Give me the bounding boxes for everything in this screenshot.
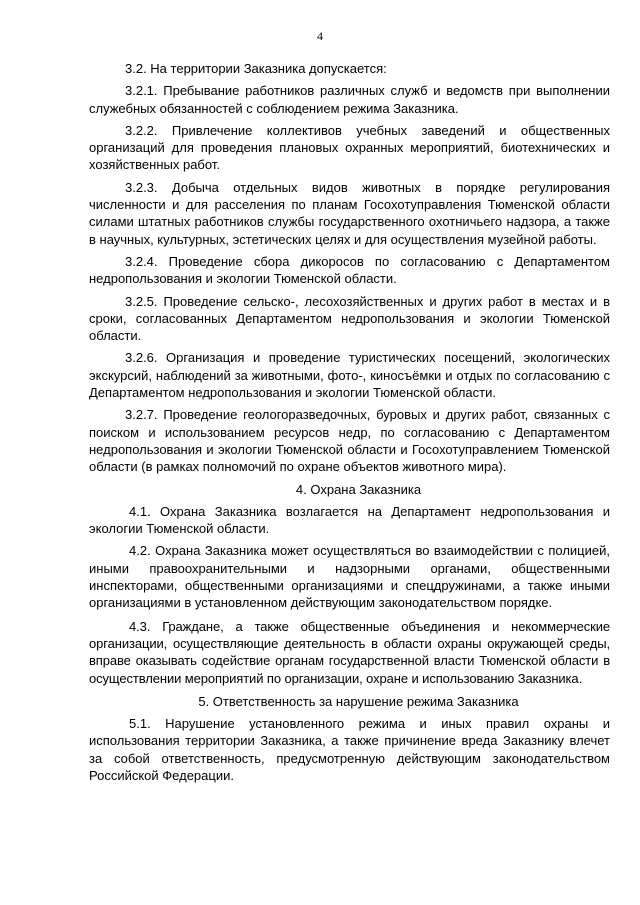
page-number: 4 <box>317 29 323 43</box>
paragraph-3-2-2: 3.2.2. Привлечение коллективов учебных заведений и общественных организаций для проведения плановых охранных мероприятий, биотехнических и хозяйственных работ. <box>89 122 610 173</box>
document-body <box>89 60 610 784</box>
paragraph-3-2-7: 3.2.7. Проведение геологоразведочных, буровых и других работ, связанных с поиском и использованием ресурсов недр, по согласованию с Департаментом недропользования и экологии Тюменской области и Госохотуправлением Тюменской области (в рамках полномочий по охране объектов животного мира). <box>89 407 610 475</box>
paragraph-4-1: 4.1. Охрана Заказника возлагается на Департамент недропользования и экологии Тюменской области. <box>89 503 610 537</box>
paragraph-3-2-4: 3.2.4. Проведение сбора дикоросов по согласованию с Департаментом недропользования и экологии Тюменской области. <box>89 253 610 287</box>
paragraph-4-3: 4.3. Граждане, а также общественные объединения и некоммерческие организации, осуществляющие деятельность в области охраны окружающей среды, вправе оказывать содействие органам государственной власти Тюменской области в осуществлении мероприятий по организации, охране и использованию Заказника. <box>89 618 610 686</box>
paragraph-3-2-5: 3.2.5. Проведение сельско-, лесохозяйственных и других работ в местах и в сроки, согласованных Департаментом недропользования и экологии Тюменской области. <box>89 293 610 344</box>
section-3-2-heading: 3.2. На территории Заказника допускается: <box>125 61 387 76</box>
paragraph-3-2-3: 3.2.3. Добыча отдельных видов животных в порядке регулирования численности и для расселения по планам Госохотуправления Тюменской области силами штатных работников службы государственного охотничьего надзора, а также в научных, культурных, эстетических целях и для осуществления музейной работы. <box>89 179 610 247</box>
paragraph-4-2: 4.2. Охрана Заказника может осуществляться во взаимодействии с полицией, иными правоохранительными и надзорными органами, общественными инспекторами, общественными организациями и спецдружинами, а также иными организациями в установленном действующим законодательством порядке. <box>89 543 610 611</box>
section-5-title: 5. Ответственность за нарушение режима Заказника <box>198 693 519 709</box>
section-4-title: 4. Охрана Заказника <box>295 481 422 497</box>
paragraph-3-2-6: 3.2.6. Организация и проведение туристических посещений, экологических экскурсий, наблюдений за животными, фото-, киносъёмки и отдых по согласованию с Департаментом недропользования и экологии Тюменской области. <box>89 350 610 401</box>
paragraph-5-1: 5.1. Нарушение установленного режима и иных правил охраны и использования территории Заказника, а также причинение вреда Заказнику влечет за собой ответственность, предусмотренную действующим законодательством Российской Федерации. <box>89 716 610 783</box>
paragraph-3-2-1: 3.2.1. Пребывание работников различных служб и ведомств при выполнении служебных обязанностей с соблюдением режима Заказника. <box>89 83 610 116</box>
